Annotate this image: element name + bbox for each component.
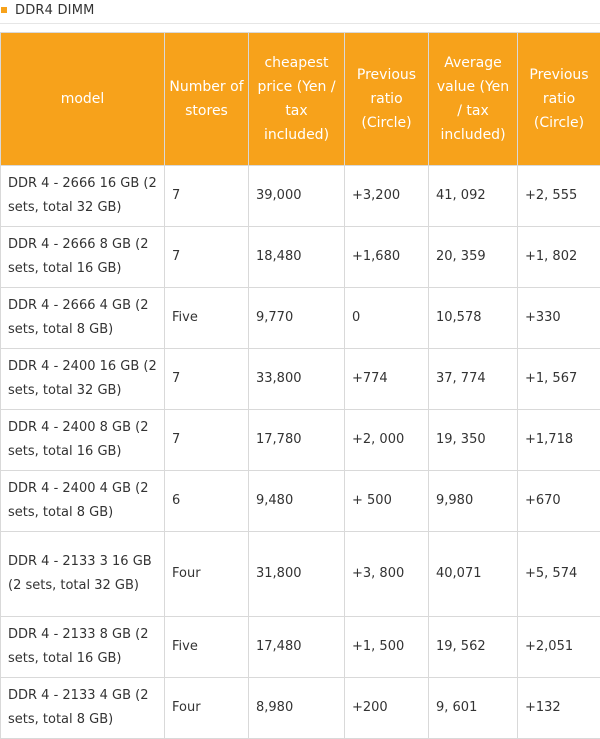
section-marker-icon [1,7,7,13]
table-header-row [1,33,600,166]
cell-stores: Four [165,678,249,739]
table-row [1,227,600,288]
cell-prev-ratio-average: +2, 555 [518,166,600,227]
cell-model: DDR 4 - 2400 4 GB (2 sets, total 8 GB) [1,471,165,532]
cell-average: 19, 350 [429,410,518,471]
cell-stores: Five [165,617,249,678]
cell-cheapest: 39,000 [249,166,345,227]
table-row [1,410,600,471]
price-table [0,32,600,739]
cell-stores: 6 [165,471,249,532]
table-row [1,471,600,532]
cell-stores: 7 [165,349,249,410]
cell-prev-ratio-price: +200 [345,678,429,739]
header-previous-ratio-price: Previous ratio (Circle) [345,33,429,166]
header-cheapest-price: cheapest price (Yen / tax included) [249,33,345,166]
header-previous-ratio-average: Previous ratio (Circle) [518,33,600,166]
cell-model: DDR 4 - 2133 8 GB (2 sets, total 16 GB) [1,617,165,678]
cell-model: DDR 4 - 2133 3 16 GB (2 sets, total 32 GB) [1,532,165,617]
cell-prev-ratio-price: +2, 000 [345,410,429,471]
cell-average: 9, 601 [429,678,518,739]
cell-prev-ratio-average: +670 [518,471,600,532]
table-row [1,288,600,349]
cell-average: 19, 562 [429,617,518,678]
cell-model: DDR 4 - 2400 8 GB (2 sets, total 16 GB) [1,410,165,471]
table-row [1,532,600,617]
cell-cheapest: 17,780 [249,410,345,471]
cell-prev-ratio-price: + 500 [345,471,429,532]
cell-cheapest: 31,800 [249,532,345,617]
cell-model: DDR 4 - 2666 16 GB (2 sets, total 32 GB) [1,166,165,227]
cell-average: 10,578 [429,288,518,349]
cell-prev-ratio-average: +1,718 [518,410,600,471]
cell-prev-ratio-average: +1, 567 [518,349,600,410]
table-row [1,617,600,678]
cell-prev-ratio-price: +3, 800 [345,532,429,617]
cell-stores: 7 [165,166,249,227]
section-header [0,0,600,24]
header-model: model [1,33,165,166]
cell-prev-ratio-average: +2,051 [518,617,600,678]
cell-prev-ratio-average: +5, 574 [518,532,600,617]
cell-prev-ratio-average: +330 [518,288,600,349]
cell-cheapest: 33,800 [249,349,345,410]
cell-cheapest: 9,770 [249,288,345,349]
cell-cheapest: 18,480 [249,227,345,288]
cell-average: 37, 774 [429,349,518,410]
cell-prev-ratio-average: +132 [518,678,600,739]
cell-average: 9,980 [429,471,518,532]
header-average-value: Average value (Yen / tax included) [429,33,518,166]
cell-cheapest: 8,980 [249,678,345,739]
cell-model: DDR 4 - 2666 4 GB (2 sets, total 8 GB) [1,288,165,349]
cell-average: 41, 092 [429,166,518,227]
cell-stores: 7 [165,410,249,471]
cell-stores: Four [165,532,249,617]
cell-prev-ratio-price: +1, 500 [345,617,429,678]
cell-average: 40,071 [429,532,518,617]
cell-stores: 7 [165,227,249,288]
cell-cheapest: 17,480 [249,617,345,678]
header-stores: Number of stores [165,33,249,166]
cell-model: DDR 4 - 2133 4 GB (2 sets, total 8 GB) [1,678,165,739]
cell-prev-ratio-price: +774 [345,349,429,410]
cell-prev-ratio-price: +1,680 [345,227,429,288]
cell-model: DDR 4 - 2400 16 GB (2 sets, total 32 GB) [1,349,165,410]
cell-stores: Five [165,288,249,349]
table-row [1,166,600,227]
cell-prev-ratio-price: 0 [345,288,429,349]
table-row [1,349,600,410]
cell-cheapest: 9,480 [249,471,345,532]
cell-prev-ratio-price: +3,200 [345,166,429,227]
cell-average: 20, 359 [429,227,518,288]
section-title: DDR4 DIMM [15,3,95,18]
cell-model: DDR 4 - 2666 8 GB (2 sets, total 16 GB) [1,227,165,288]
cell-prev-ratio-average: +1, 802 [518,227,600,288]
table-row [1,678,600,739]
